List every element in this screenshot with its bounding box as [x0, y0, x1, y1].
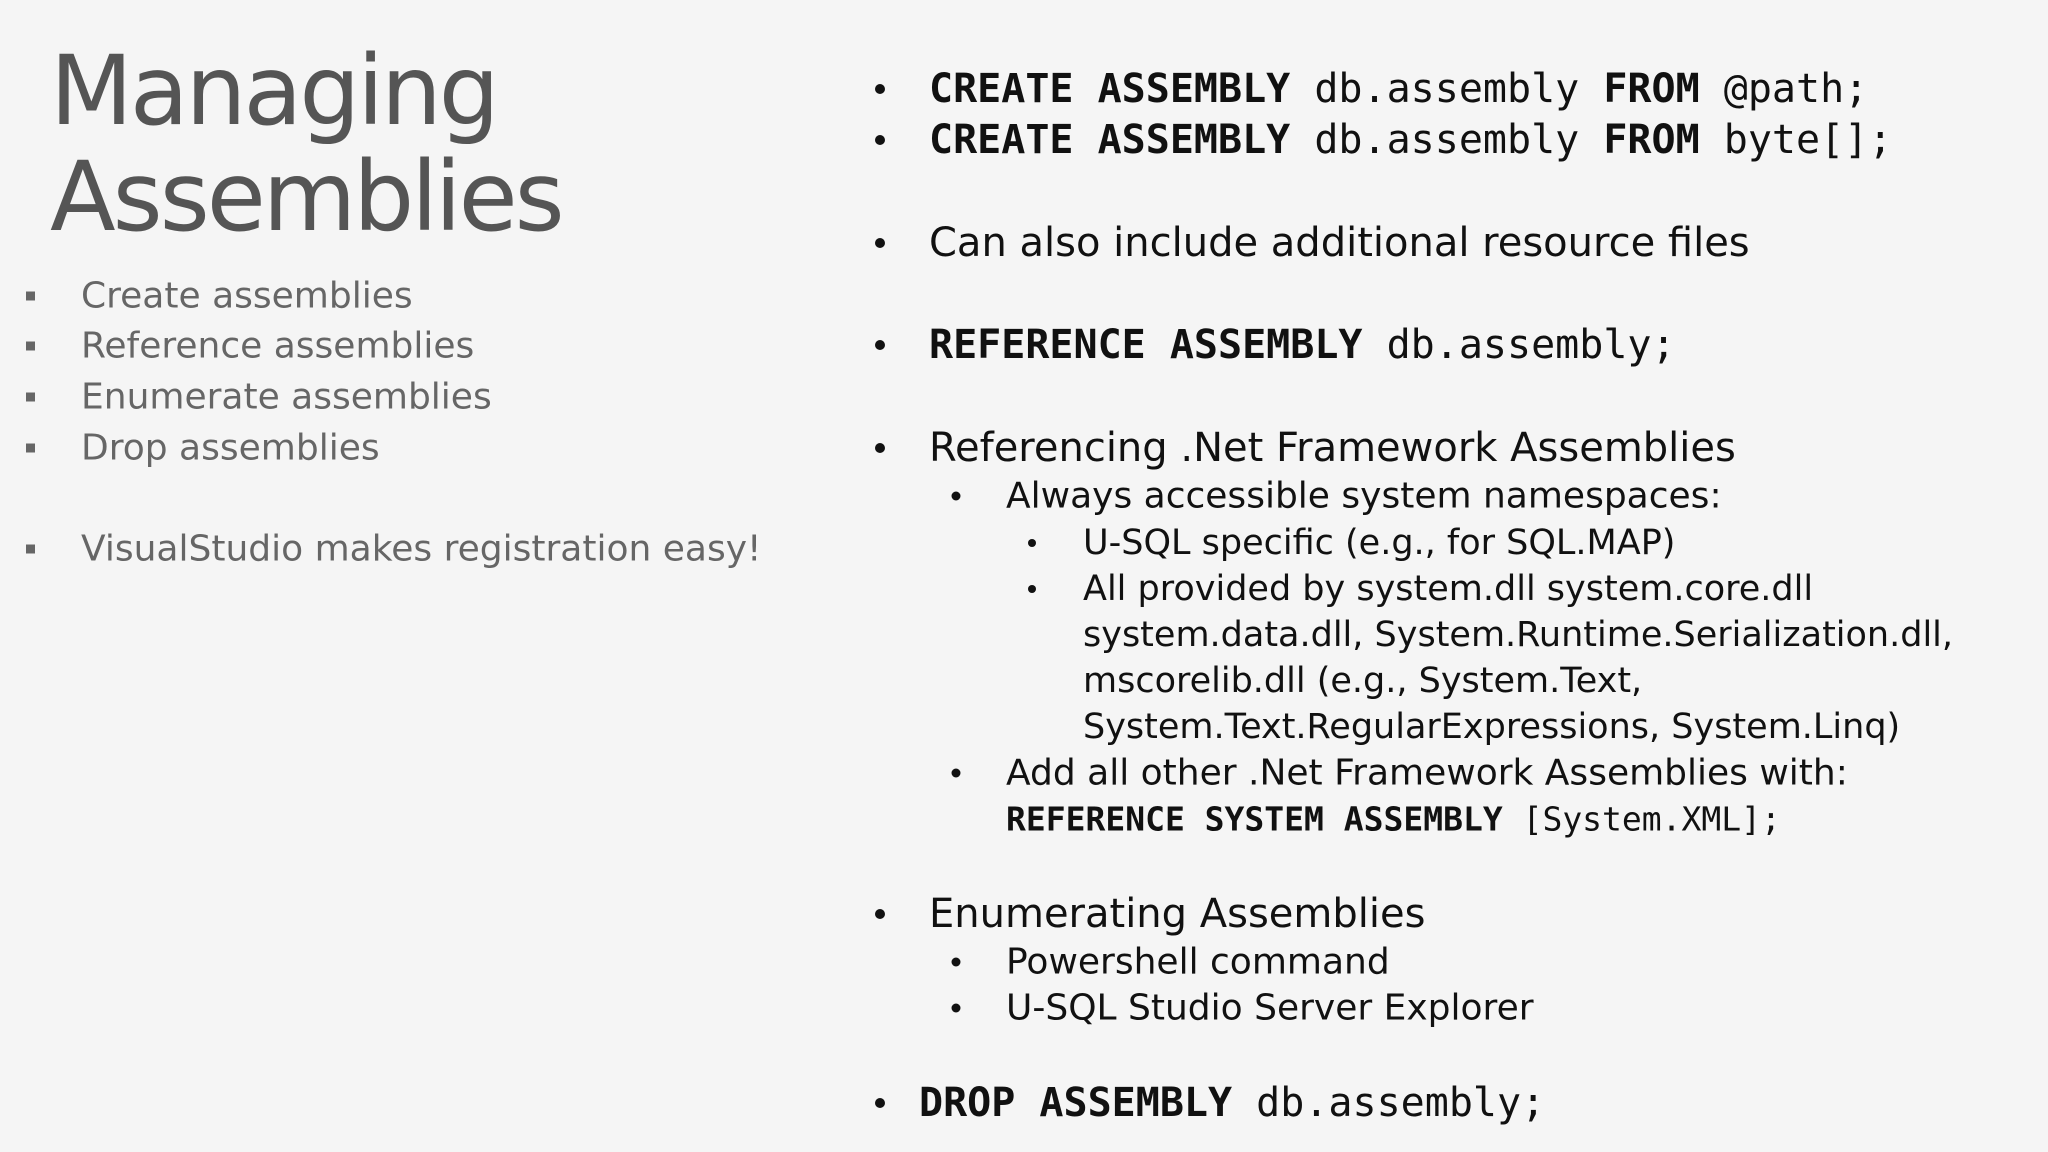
- bullet-dot-icon: [1028, 539, 1036, 547]
- left-bullet-text: Drop assemblies: [81, 427, 380, 469]
- all-provided-line-3: mscorelib.dll (e.g., System.Text,: [1083, 661, 1643, 701]
- all-provided-line-2: system.data.dll, System.Runtime.Serialization.dll,: [1083, 615, 1954, 655]
- left-bullet-item: [26, 529, 761, 570]
- create-assembly-from-bytes: [929, 117, 1892, 163]
- bullet-dot-icon: [875, 1098, 885, 1108]
- square-bullet-icon: [26, 544, 35, 553]
- bullet-dot-icon: [952, 769, 961, 778]
- server-explorer-text: U-SQL Studio Server Explorer: [1006, 987, 1534, 1029]
- left-bullet-item: [26, 377, 492, 418]
- reference-system-assembly-statement: [1006, 800, 1781, 839]
- square-bullet-icon: [26, 341, 35, 350]
- bullet-dot-icon: [952, 1004, 961, 1013]
- keyword-reference-system-assembly: REFERENCE SYSTEM ASSEMBLY: [1006, 799, 1503, 839]
- square-bullet-icon: [26, 443, 35, 452]
- enumerating-heading: Enumerating Assemblies: [929, 891, 1426, 937]
- usql-specific-text: U-SQL specific (e.g., for SQL.MAP): [1083, 523, 1676, 563]
- left-bullet-text: Create assemblies: [81, 275, 413, 317]
- bullet-dot-icon: [875, 135, 885, 145]
- slide-title: [50, 35, 562, 253]
- drop-assembly-statement: [919, 1080, 1545, 1126]
- bullet-dot-icon: [875, 340, 885, 350]
- system-assembly-name: [System.XML];: [1522, 799, 1781, 839]
- path-value: @path;: [1723, 66, 1869, 112]
- all-provided-line-4: System.Text.RegularExpressions, System.Linq): [1083, 707, 1901, 747]
- left-bullet-text: Reference assemblies: [81, 325, 475, 367]
- left-bullet-text: Enumerate assemblies: [81, 376, 492, 418]
- keyword-from: FROM: [1603, 66, 1700, 112]
- assembly-name: db.assembly: [1314, 66, 1580, 112]
- slide-title-line-1: Managing: [50, 35, 497, 147]
- assembly-name: db.assembly;: [1256, 1080, 1546, 1126]
- create-assembly-from-path: [929, 66, 1868, 112]
- keyword-drop-assembly: DROP ASSEMBLY: [919, 1080, 1233, 1126]
- bytes-value: byte[];: [1723, 117, 1893, 163]
- add-all-other-text: Add all other .Net Framework Assemblies with:: [1006, 752, 1848, 794]
- always-accessible-text: Always accessible system namespaces:: [1006, 475, 1722, 517]
- referencing-heading: Referencing .Net Framework Assemblies: [929, 425, 1736, 471]
- keyword-create-assembly: CREATE ASSEMBLY: [929, 66, 1291, 112]
- slide-title-line-2: Assemblies: [50, 141, 562, 253]
- square-bullet-icon: [26, 291, 35, 300]
- keyword-create-assembly: CREATE ASSEMBLY: [929, 117, 1291, 163]
- reference-assembly-statement: [929, 322, 1676, 368]
- bullet-dot-icon: [952, 492, 961, 501]
- left-bullet-text: VisualStudio makes registration easy!: [81, 528, 762, 570]
- left-bullet-item: [26, 428, 380, 469]
- left-bullet-item: [26, 276, 413, 317]
- bullet-dot-icon: [875, 84, 885, 94]
- assembly-name: db.assembly: [1314, 117, 1580, 163]
- bullet-dot-icon: [952, 958, 961, 967]
- keyword-from: FROM: [1603, 117, 1700, 163]
- bullet-dot-icon: [875, 909, 885, 919]
- bullet-dot-icon: [875, 238, 885, 248]
- bullet-dot-icon: [1028, 585, 1036, 593]
- resource-files-text: Can also include additional resource files: [929, 220, 1750, 266]
- keyword-reference-assembly: REFERENCE ASSEMBLY: [929, 322, 1363, 368]
- all-provided-line-1: All provided by system.dll system.core.dll: [1083, 569, 1814, 609]
- left-bullet-item: [26, 326, 474, 367]
- bullet-dot-icon: [875, 443, 885, 453]
- powershell-text: Powershell command: [1006, 941, 1390, 983]
- assembly-name: db.assembly;: [1386, 322, 1676, 368]
- square-bullet-icon: [26, 392, 35, 401]
